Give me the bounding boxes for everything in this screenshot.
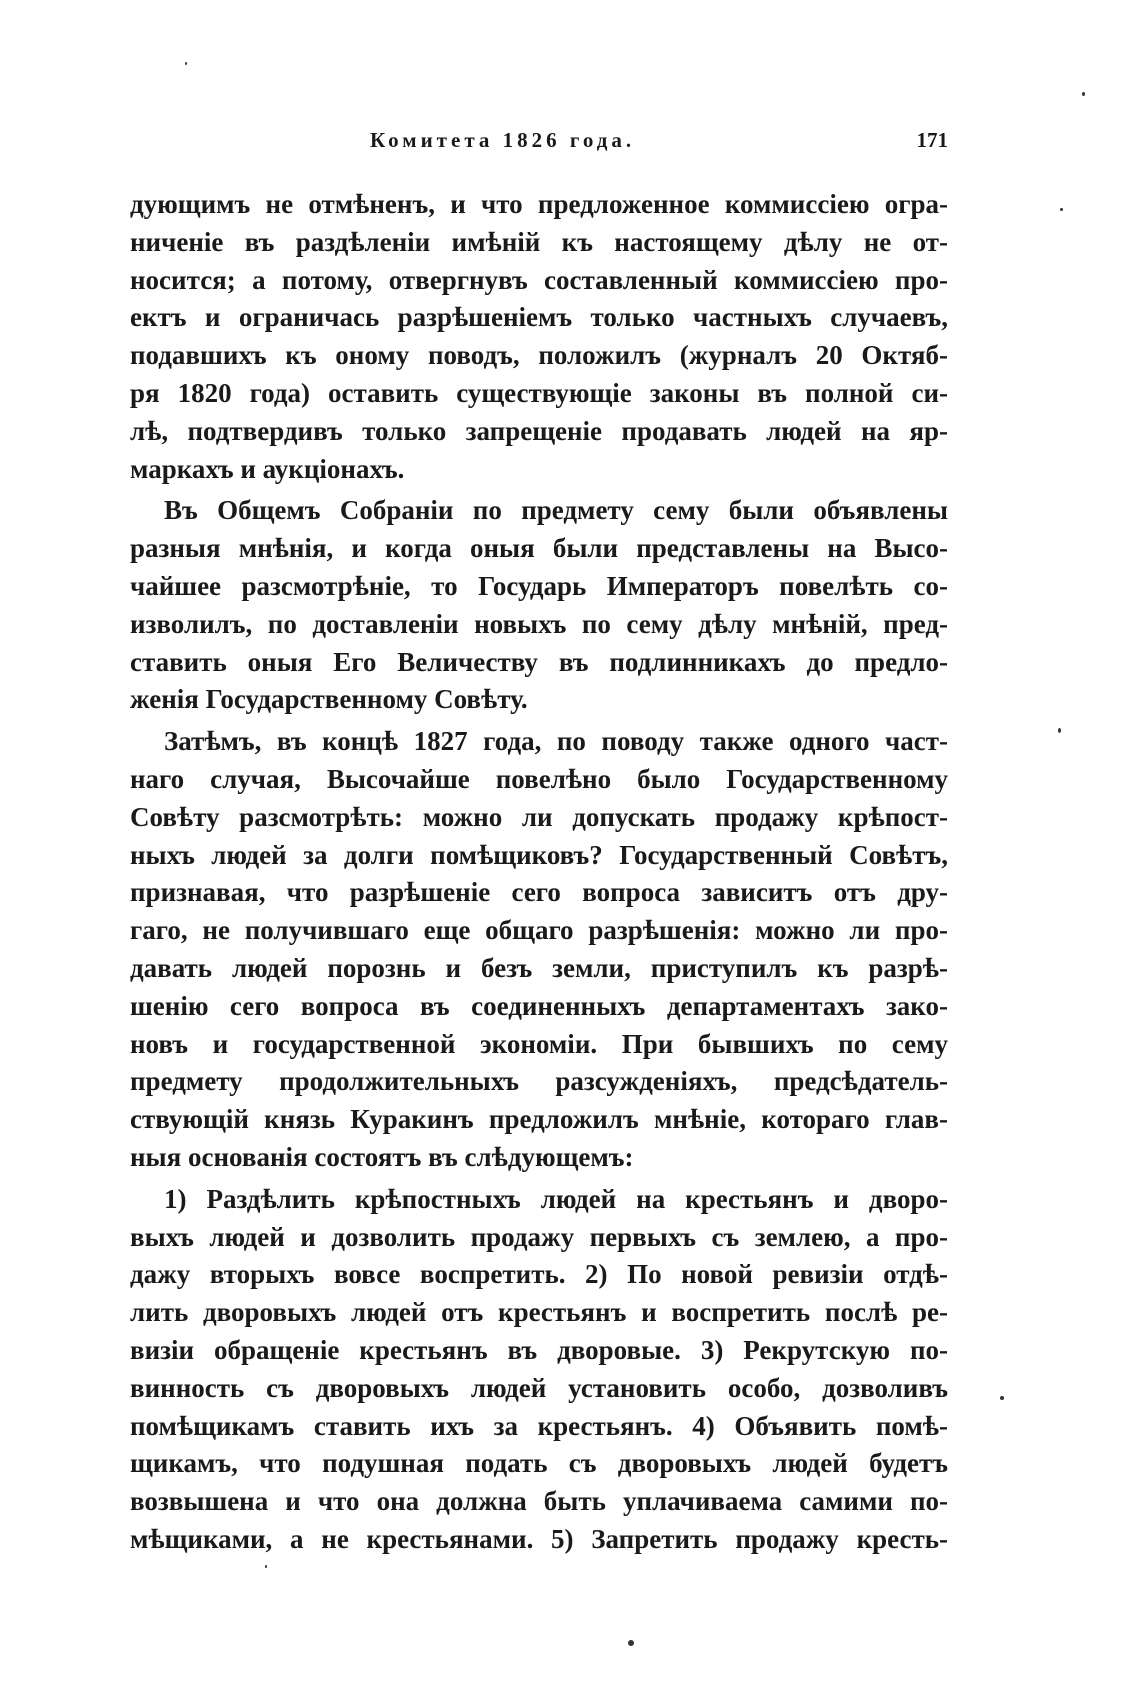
text-line: ствующiй князь Куракинъ предложилъ мнѣнiе, котораго глав- — [130, 1104, 948, 1135]
text-line: гаго, не получившаго еще общаго разрѣшенiя: можно ли про- — [130, 915, 948, 946]
scan-speck — [1058, 728, 1061, 733]
text-line: подавшихъ къ оному поводъ, положилъ (журналъ 20 Октяб- — [130, 340, 948, 371]
scan-speck — [265, 1565, 267, 1568]
text-line: ныхъ людей за долги помѣщиковъ? Государственный Совѣтъ, — [130, 839, 948, 870]
text-line: новъ и государственной экономiи. При бывшихъ по сему — [130, 1028, 948, 1059]
text-line: ря 1820 года) оставить существующiе законы въ полной си- — [130, 377, 948, 408]
text-line: выхъ людей и дозволить продажу первыхъ съ землею, а про- — [130, 1221, 948, 1252]
text-line: чайшее разсмотрѣнiе, то Государь Императоръ повелѣть со- — [130, 570, 948, 601]
scan-speck — [1000, 1396, 1004, 1400]
text-line: мѣщиками, а не крестьянами. 5) Запретить продажу кресть- — [130, 1523, 948, 1554]
body-text — [130, 186, 948, 1559]
text-line: помѣщикамъ ставить ихъ за крестьянъ. 4) Объявить помѣ- — [130, 1410, 948, 1441]
text-line: дующимъ не отмѣненъ, и что предложенное коммиссiею огра- — [130, 189, 948, 219]
text-line: предмету продолжительныхъ разсужденiяхъ, предсѣдатель- — [130, 1066, 948, 1097]
text-line: маркахъ и аукцiонахъ. — [130, 453, 405, 484]
running-head — [130, 128, 948, 160]
scan-speck — [1060, 208, 1063, 211]
text-line: визiи обращенiе крестьянъ въ дворовые. 3) Рекрутскую по- — [130, 1334, 948, 1365]
scan-speck — [628, 1640, 634, 1646]
text-line: ектъ и ограничась разрѣшенiемъ только частныхъ случаевъ, — [130, 302, 948, 333]
text-line: Въ Общемъ Собранiи по предмету сему были объявлены — [164, 495, 948, 526]
text-line: разныя мнѣнiя, и когда оныя были представлены на Высо- — [130, 533, 948, 564]
scan-speck — [1082, 92, 1085, 96]
text-line: щикамъ, что подушная подать съ дворовыхъ людей будетъ — [130, 1448, 948, 1479]
text-line: Совѣту разсмотрѣть: можно ли допускать продажу крѣпост- — [130, 801, 948, 832]
text-line: винность съ дворовыхъ людей установить особо, дозволивъ — [130, 1372, 948, 1403]
text-line: возвышена и что она должна быть уплачиваема самими по- — [130, 1486, 948, 1517]
text-line: признавая, что разрѣшенiе сего вопроса зависитъ отъ дру- — [130, 877, 948, 908]
text-line: давать людей порознь и безъ земли, приступилъ къ разрѣ- — [130, 952, 948, 983]
text-line: Затѣмъ, въ концѣ 1827 года, по поводу также одного част- — [164, 726, 948, 757]
text-line: лить дворовыхъ людей отъ крестьянъ и воспретить послѣ ре- — [130, 1297, 948, 1328]
running-title: Комитета 1826 года. — [370, 128, 636, 152]
text-line: 1) Раздѣлить крѣпостныхъ людей на крестьянъ и дворо- — [164, 1183, 948, 1214]
text-line: изволилъ, по доставленiи новыхъ по сему дѣлу мнѣнiй, пред- — [130, 608, 948, 639]
text-line: лѣ, подтвердивъ только запрещенiе продавать людей на яр- — [130, 415, 948, 446]
text-line: ниченiе въ раздѣленiи имѣнiй къ настоящему дѣлу не от- — [130, 226, 948, 257]
text-line: ставить оныя Его Величеству въ подлинникахъ до предло- — [130, 646, 948, 677]
text-line: носится; а потому, отвергнувъ составленный коммиссiею про- — [130, 264, 948, 295]
scan-speck — [185, 62, 187, 65]
text-line: шенiю сего вопроса въ соединенныхъ департаментахъ зако- — [130, 990, 948, 1021]
text-line: ныя основанiя состоятъ въ слѣдующемъ: — [130, 1141, 634, 1172]
text-line: наго случая, Высочайше повелѣно было Государственному — [130, 763, 948, 794]
text-line: дажу вторыхъ вовсе воспретить. 2) По новой ревизiи отдѣ- — [130, 1259, 948, 1290]
page-number: 171 — [916, 128, 948, 152]
text-line: женiя Государственному Совѣту. — [130, 684, 528, 715]
